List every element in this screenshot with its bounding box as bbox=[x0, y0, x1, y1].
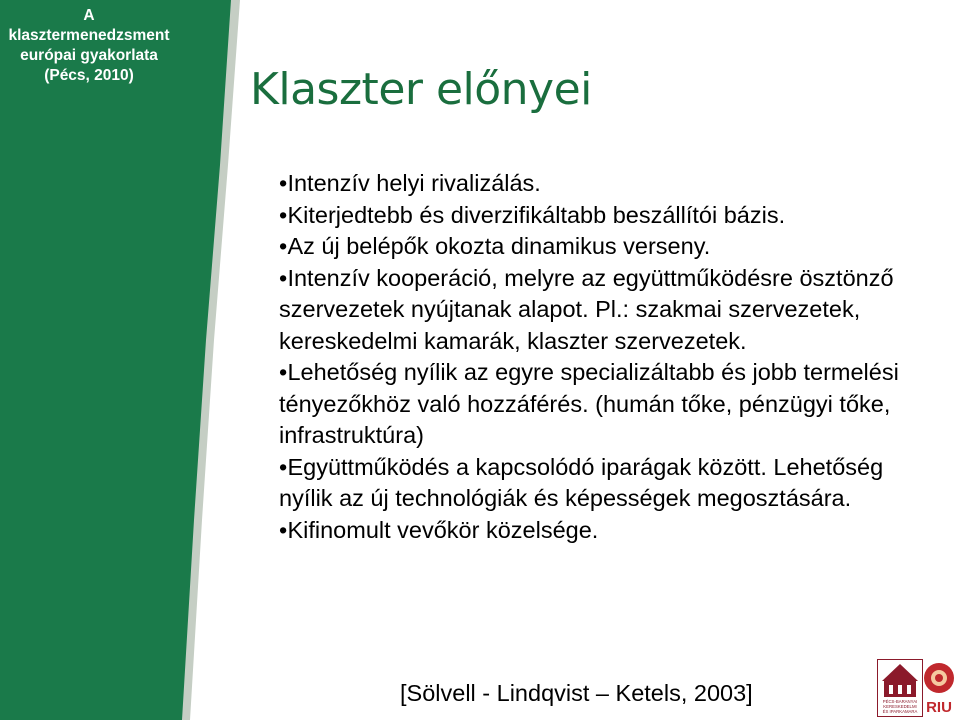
bullet-icon: • bbox=[279, 264, 288, 291]
riu-logo-icon bbox=[920, 659, 958, 717]
riu-logo-core bbox=[935, 674, 943, 682]
bullet-item bbox=[279, 452, 939, 515]
bullet-text: Intenzív helyi rivalizálás. bbox=[287, 170, 541, 196]
bullet-item bbox=[279, 231, 939, 263]
sidebar-title-line: A bbox=[83, 7, 95, 24]
chamber-logo-window bbox=[898, 685, 902, 694]
bullet-list bbox=[279, 168, 939, 546]
sidebar-title-line: (Pécs, 2010) bbox=[44, 67, 134, 84]
chamber-logo-icon bbox=[877, 659, 923, 717]
bullet-icon: • bbox=[279, 170, 288, 196]
chamber-logo-text: ÉS IPARKAMARA bbox=[882, 709, 918, 714]
bullet-icon: • bbox=[279, 201, 288, 228]
bullet-icon: • bbox=[279, 359, 288, 385]
bullet-item bbox=[279, 263, 939, 358]
bullet-icon: • bbox=[279, 233, 288, 259]
bullet-text: Az új belépők okozta dinamikus verseny. bbox=[287, 233, 711, 259]
bullet-text: Kifinomult vevőkör közelsége. bbox=[287, 516, 599, 543]
bullet-item bbox=[279, 357, 939, 452]
bullet-text: Intenzív kooperáció, melyre az együttműködésre ösztönző szervezetek nyújtanak alapot. Pl.: szakmai szervezetek, kereskedelmi kamarák, klaszter szervezetek. bbox=[279, 264, 894, 354]
bullet-item bbox=[279, 168, 939, 200]
sidebar-title bbox=[0, 6, 178, 86]
bullet-text: Lehetőség nyílik az egyre specializáltabb és jobb termelési tényezőkhöz való hozzáférés. (humán tőke, pénzügyi tőke, infrastruktúra) bbox=[279, 359, 899, 448]
bullet-item bbox=[279, 200, 939, 232]
bullet-text: Együttműködés a kapcsolódó iparágak között. Lehetőség nyílik az új technológiák és képességek megosztására. bbox=[279, 453, 884, 511]
sidebar-title-line: európai gyakorlata bbox=[20, 47, 158, 64]
chamber-logo-text: KERESKEDELMI bbox=[883, 704, 917, 709]
bullet-icon: • bbox=[279, 453, 288, 480]
chamber-logo-window bbox=[889, 685, 893, 694]
bullet-icon: • bbox=[279, 516, 288, 543]
riu-logo-label: RIU bbox=[926, 699, 952, 716]
bullet-item bbox=[279, 515, 939, 547]
chamber-logo-window bbox=[907, 685, 911, 694]
slide-title: Klaszter előnyei bbox=[250, 64, 592, 115]
chamber-logo-text: PÉCS-BARANYAI bbox=[882, 699, 918, 704]
citation: [Sölvell - Lindqvist – Ketels, 2003] bbox=[400, 680, 753, 706]
sidebar-title-line: klasztermenedzsment bbox=[8, 27, 170, 44]
bullet-text: Kiterjedtebb és diverzifikáltabb beszállítói bázis. bbox=[287, 201, 786, 228]
